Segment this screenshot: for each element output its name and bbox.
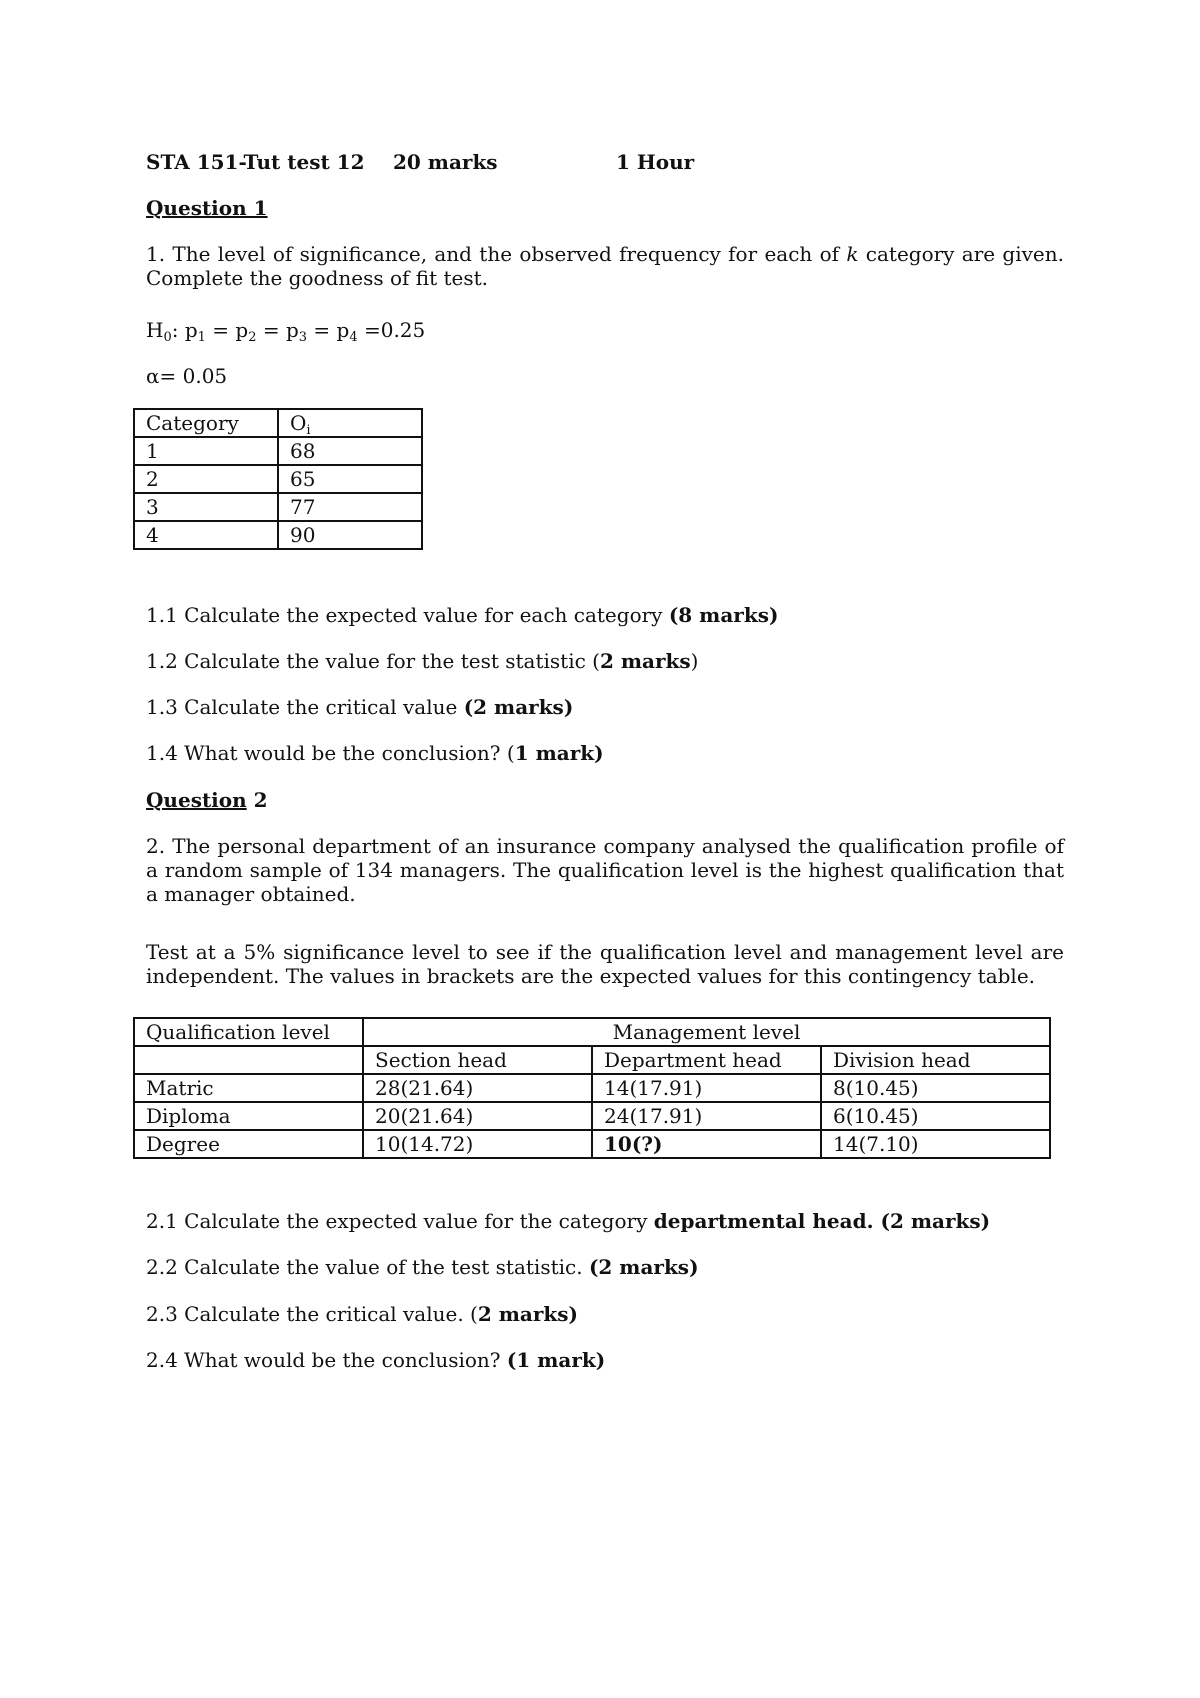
- question-2-1: [146, 1209, 990, 1233]
- item-marks: departmental head. (2 marks): [653, 1209, 991, 1233]
- header-qualification-level: Qualification level: [134, 1018, 363, 1046]
- item-marks: (8 marks): [668, 603, 779, 627]
- table-row: [134, 521, 422, 549]
- item-text: 2.3 Calculate the critical value. (: [146, 1302, 478, 1326]
- test-duration: 1 Hour: [616, 150, 695, 174]
- question-2-heading: [146, 788, 268, 812]
- table-cell: 14(7.10): [821, 1130, 1050, 1158]
- table-cell: 20(21.64): [363, 1102, 592, 1130]
- header-observed: [278, 409, 422, 437]
- subheader-section-head: Section head: [363, 1046, 592, 1074]
- item-text: 1.1 Calculate the expected value for each category: [146, 603, 669, 627]
- table-cell: 8(10.45): [821, 1074, 1050, 1102]
- table-cell: 14(17.91): [592, 1074, 821, 1102]
- item-text: 1.3 Calculate the critical value: [146, 695, 464, 719]
- question-1-3: [146, 695, 573, 719]
- question-1-4: [146, 741, 604, 765]
- question-1-1: [146, 603, 778, 627]
- h0-colon-p: : p: [171, 318, 198, 342]
- header-o: O: [290, 411, 307, 435]
- row-label: Matric: [134, 1074, 363, 1102]
- null-hypothesis: $H_0$: $p_1 = p_2 = p_3 = p_4 =0.25$: [146, 318, 426, 345]
- table-row: [134, 1130, 1050, 1158]
- question-2-2: [146, 1255, 699, 1279]
- question-1-heading: Question 1: [146, 196, 268, 220]
- table-subheader-row: [134, 1046, 1050, 1074]
- h0-label: H: [146, 318, 164, 342]
- intro-text-part: category are given. Complete the goodness of fit test.: [146, 242, 1064, 290]
- item-text: 2.2 Calculate the value of the test statistic.: [146, 1255, 589, 1279]
- item-tail: ): [690, 649, 699, 673]
- p-subscript: 4: [349, 330, 358, 345]
- item-marks: (2 marks): [463, 695, 574, 719]
- item-text: 2.4 What would be the conclusion?: [146, 1348, 507, 1372]
- item-marks: 2 marks: [599, 649, 691, 673]
- course-title: STA 151-Tut test 12: [146, 150, 365, 174]
- table-row: [134, 465, 422, 493]
- contingency-table: [133, 1017, 1051, 1159]
- table-row: [134, 1074, 1050, 1102]
- item-marks: 1 mark): [514, 741, 604, 765]
- p-subscript: 1: [197, 330, 206, 345]
- item-text: 1.4 What would be the conclusion? (: [146, 741, 515, 765]
- h0-value: =0.25: [363, 318, 426, 342]
- table-cell-unknown: 10(?): [592, 1130, 821, 1158]
- total-marks: 20 marks: [393, 150, 498, 174]
- subheader-department-head: Department head: [592, 1046, 821, 1074]
- table-row: [134, 1102, 1050, 1130]
- question-2-word: Question: [146, 788, 247, 812]
- question-2-paragraph-2: Test at a 5% significance level to see if the qualification level and management level are independent. The values in brackets are the expected values for this contingency table.: [146, 940, 1064, 988]
- category-cell: 1: [134, 437, 278, 465]
- row-label: Diploma: [134, 1102, 363, 1130]
- table-header-row: [134, 1018, 1050, 1046]
- row-label: Degree: [134, 1130, 363, 1158]
- question-2-number: 2: [246, 788, 268, 812]
- header-i-subscript: i: [306, 423, 311, 438]
- category-cell: 3: [134, 493, 278, 521]
- observed-cell: 77: [278, 493, 422, 521]
- empty-cell: [134, 1046, 363, 1074]
- p-subscript: 2: [248, 330, 257, 345]
- observed-cell: 65: [278, 465, 422, 493]
- category-cell: 4: [134, 521, 278, 549]
- intro-text-part: 1. The level of significance, and the observed frequency for each of: [146, 242, 847, 266]
- alpha-level: α= 0.05: [146, 364, 228, 388]
- p-subscript: 3: [298, 330, 308, 345]
- item-marks: (2 marks): [588, 1255, 699, 1279]
- question-2-3: [146, 1302, 578, 1326]
- header-category: Category: [134, 409, 278, 437]
- table-cell: 6(10.45): [821, 1102, 1050, 1130]
- question-1-intro: [146, 242, 1064, 290]
- table-cell: 28(21.64): [363, 1074, 592, 1102]
- observed-frequency-table: [133, 408, 423, 550]
- header-management-level: Management level: [363, 1018, 1050, 1046]
- table-cell: 24(17.91): [592, 1102, 821, 1130]
- question-1-2: [146, 649, 698, 673]
- question-2-4: [146, 1348, 605, 1372]
- category-cell: 2: [134, 465, 278, 493]
- item-marks: (1 mark): [506, 1348, 606, 1372]
- observed-cell: 68: [278, 437, 422, 465]
- intro-k-variable: k: [846, 242, 859, 266]
- observed-cell: 90: [278, 521, 422, 549]
- item-text: 2.1 Calculate the expected value for the category: [146, 1209, 654, 1233]
- question-2-paragraph-1: 2. The personal department of an insurance company analysed the qualification profile of a random sample of 134 managers. The qualification level is the highest qualification that a manager obtained.: [146, 834, 1064, 906]
- h0-subscript: 0: [163, 330, 172, 345]
- table-row: [134, 493, 422, 521]
- item-text: 1.2 Calculate the value for the test statistic (: [146, 649, 600, 673]
- table-row: [134, 437, 422, 465]
- subheader-division-head: Division head: [821, 1046, 1050, 1074]
- table-cell: 10(14.72): [363, 1130, 592, 1158]
- item-marks: 2 marks): [477, 1302, 578, 1326]
- table-header-row: [134, 409, 422, 437]
